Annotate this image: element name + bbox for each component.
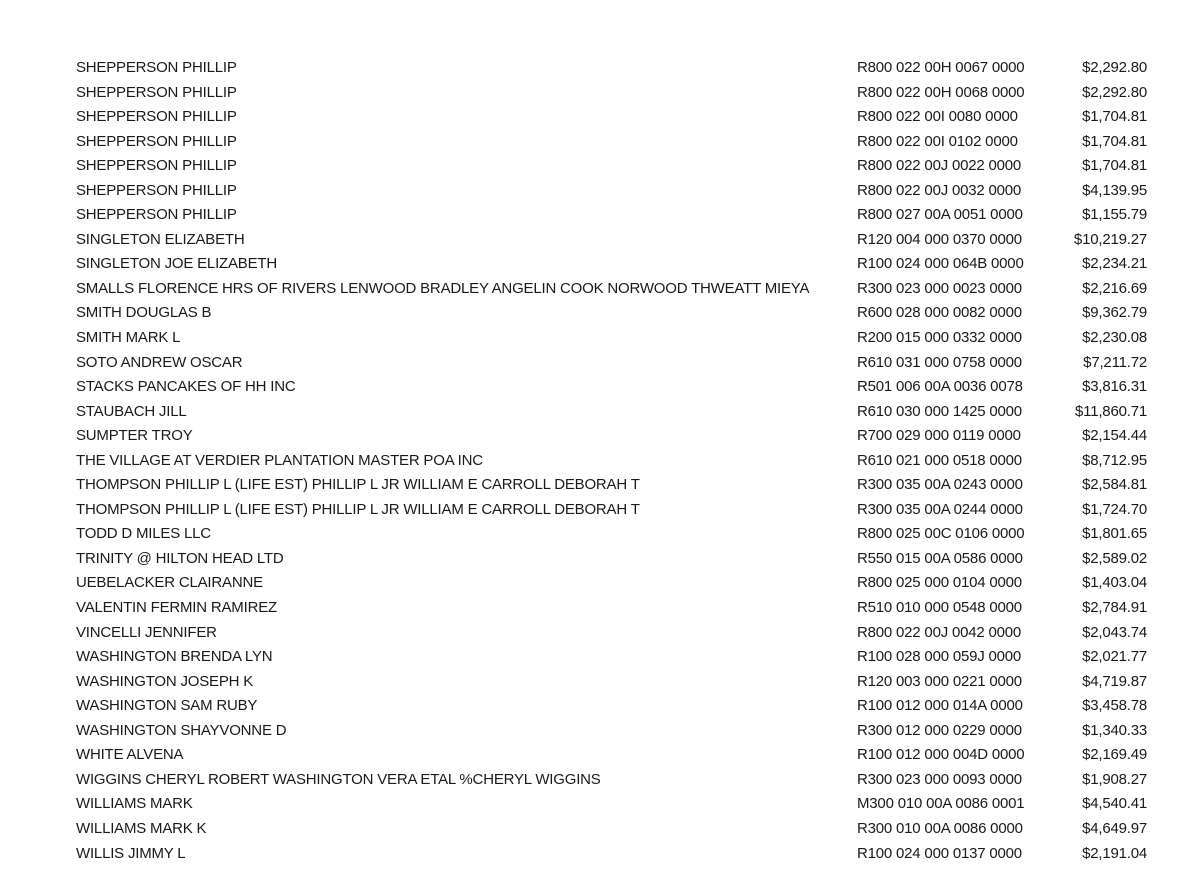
parcel-number: R100 012 000 014A 0000	[857, 697, 1023, 715]
amount-due: $4,540.41	[1082, 795, 1147, 813]
list-row	[0, 547, 1200, 572]
owner-name: SHEPPERSON PHILLIP	[76, 181, 237, 199]
parcel-number: R610 030 000 1425 0000	[857, 402, 1022, 420]
amount-due: $4,719.87	[1082, 672, 1147, 690]
list-row	[0, 817, 1200, 842]
owner-name: WILLIS JIMMY L	[76, 844, 186, 862]
amount-due: $2,584.81	[1082, 476, 1147, 494]
amount-due: $1,704.81	[1082, 108, 1147, 126]
list-row	[0, 498, 1200, 523]
list-row	[0, 842, 1200, 867]
parcel-number: R610 021 000 0518 0000	[857, 451, 1022, 469]
owner-name: WASHINGTON JOSEPH K	[76, 672, 254, 690]
owner-name: WIGGINS CHERYL ROBERT WASHINGTON VERA ETAL %CHERYL WIGGINS	[76, 770, 601, 788]
owner-name: SHEPPERSON PHILLIP	[76, 59, 237, 76]
list-row	[0, 621, 1200, 646]
parcel-number: M300 010 00A 0086 0001	[857, 795, 1025, 813]
list-row	[0, 768, 1200, 793]
parcel-number: R550 015 00A 0586 0000	[857, 549, 1023, 567]
owner-name: WASHINGTON BRENDA LYN	[76, 648, 273, 666]
amount-due: $1,340.33	[1082, 721, 1147, 739]
delinquent-list	[0, 56, 1200, 866]
owner-name: UEBELACKER CLAIRANNE	[76, 574, 263, 592]
amount-due: $11,860.71	[1075, 402, 1147, 420]
owner-name: SOTO ANDREW OSCAR	[76, 353, 243, 371]
list-row	[0, 522, 1200, 547]
owner-name: SHEPPERSON PHILLIP	[76, 157, 237, 175]
list-row	[0, 81, 1200, 106]
amount-due: $2,154.44	[1082, 427, 1147, 445]
list-row	[0, 645, 1200, 670]
parcel-number: R800 022 00H 0067 0000	[857, 59, 1025, 76]
amount-due: $1,704.81	[1082, 157, 1147, 175]
amount-due: $10,219.27	[1073, 230, 1147, 248]
list-row	[0, 203, 1200, 228]
amount-due: $2,234.21	[1082, 255, 1147, 273]
owner-name: THOMPSON PHILLIP L (LIFE EST) PHILLIP L JR WILLIAM E CARROLL DEBORAH T	[76, 476, 640, 494]
amount-due: $2,292.80	[1082, 83, 1147, 101]
parcel-number: R200 015 000 0332 0000	[857, 329, 1022, 347]
owner-name: STAUBACH JILL	[76, 402, 187, 420]
parcel-number: R100 028 000 059J 0000	[857, 648, 1022, 666]
amount-due: $2,021.77	[1082, 648, 1147, 666]
owner-name: SINGLETON ELIZABETH	[76, 230, 245, 248]
owner-name: WILLIAMS MARK K	[76, 819, 207, 837]
parcel-number: R800 022 00I 0080 0000	[857, 108, 1018, 126]
parcel-number: R501 006 00A 0036 0078	[857, 378, 1023, 396]
amount-due: $1,801.65	[1082, 525, 1147, 543]
list-row	[0, 400, 1200, 425]
owner-name: THOMPSON PHILLIP L (LIFE EST) PHILLIP L JR WILLIAM E CARROLL DEBORAH T	[76, 500, 640, 518]
amount-due: $2,043.74	[1082, 623, 1147, 641]
parcel-number: R300 010 00A 0086 0000	[857, 819, 1023, 837]
amount-due: $3,458.78	[1082, 697, 1147, 715]
list-row	[0, 719, 1200, 744]
list-row	[0, 571, 1200, 596]
owner-name: SMALLS FLORENCE HRS OF RIVERS LENWOOD BRADLEY ANGELIN COOK NORWOOD THWEATT MIEYA	[76, 279, 810, 297]
list-row	[0, 449, 1200, 474]
parcel-number: R600 028 000 0082 0000	[857, 304, 1022, 322]
amount-due: $2,191.04	[1082, 844, 1147, 862]
owner-name: WASHINGTON SHAYVONNE D	[76, 721, 287, 739]
owner-name: STACKS PANCAKES OF HH INC	[76, 378, 296, 396]
list-row	[0, 277, 1200, 302]
parcel-number: R800 025 000 0104 0000	[857, 574, 1022, 592]
list-row	[0, 105, 1200, 130]
parcel-number: R800 025 00C 0106 0000	[857, 525, 1025, 543]
amount-due: $4,139.95	[1082, 181, 1147, 199]
list-row	[0, 326, 1200, 351]
list-row	[0, 351, 1200, 376]
list-row	[0, 301, 1200, 326]
list-row	[0, 424, 1200, 449]
owner-name: SMITH DOUGLAS B	[76, 304, 212, 322]
amount-due: $1,908.27	[1082, 770, 1147, 788]
parcel-number: R800 022 00J 0032 0000	[857, 181, 1022, 199]
amount-due: $3,816.31	[1082, 378, 1147, 396]
owner-name: VALENTIN FERMIN RAMIREZ	[76, 599, 277, 617]
amount-due: $2,216.69	[1082, 279, 1147, 297]
owner-name: SHEPPERSON PHILLIP	[76, 83, 237, 101]
amount-due: $2,292.80	[1082, 59, 1147, 76]
amount-due: $1,155.79	[1082, 206, 1147, 224]
parcel-number: R800 022 00I 0102 0000	[857, 132, 1018, 150]
parcel-number: R100 024 000 0137 0000	[857, 844, 1022, 862]
list-row	[0, 596, 1200, 621]
amount-due: $8,712.95	[1082, 451, 1147, 469]
parcel-number: R300 035 00A 0243 0000	[857, 476, 1023, 494]
amount-due: $2,230.08	[1082, 329, 1147, 347]
parcel-number: R800 027 00A 0051 0000	[857, 206, 1023, 224]
amount-due: $2,589.02	[1082, 549, 1147, 567]
list-row	[0, 792, 1200, 817]
list-row	[0, 694, 1200, 719]
parcel-number: R610 031 000 0758 0000	[857, 353, 1022, 371]
owner-name: THE VILLAGE AT VERDIER PLANTATION MASTER POA INC	[76, 451, 483, 469]
owner-name: WILLIAMS MARK	[76, 795, 193, 813]
parcel-number: R120 003 000 0221 0000	[857, 672, 1022, 690]
owner-name: SUMPTER TROY	[76, 427, 193, 445]
list-row	[0, 179, 1200, 204]
owner-name: SMITH MARK L	[76, 329, 181, 347]
owner-name: WHITE ALVENA	[76, 746, 184, 764]
owner-name: WASHINGTON SAM RUBY	[76, 697, 258, 715]
list-row	[0, 56, 1200, 81]
amount-due: $4,649.97	[1082, 819, 1147, 837]
parcel-number: R300 035 00A 0244 0000	[857, 500, 1023, 518]
amount-due: $1,403.04	[1082, 574, 1147, 592]
parcel-number: R510 010 000 0548 0000	[857, 599, 1022, 617]
owner-name: SHEPPERSON PHILLIP	[76, 132, 237, 150]
list-row	[0, 743, 1200, 768]
owner-name: VINCELLI JENNIFER	[76, 623, 217, 641]
parcel-number: R700 029 000 0119 0000	[857, 427, 1021, 445]
amount-due: $2,169.49	[1082, 746, 1147, 764]
owner-name: SHEPPERSON PHILLIP	[76, 206, 237, 224]
list-row	[0, 154, 1200, 179]
amount-due: $9,362.79	[1082, 304, 1147, 322]
parcel-number: R800 022 00J 0042 0000	[857, 623, 1022, 641]
parcel-number: R800 022 00J 0022 0000	[857, 157, 1022, 175]
list-row	[0, 252, 1200, 277]
parcel-number: R120 004 000 0370 0000	[857, 230, 1022, 248]
list-row	[0, 670, 1200, 695]
parcel-number: R100 012 000 004D 0000	[857, 746, 1025, 764]
parcel-number: R300 012 000 0229 0000	[857, 721, 1022, 739]
list-row	[0, 130, 1200, 155]
owner-name: SINGLETON JOE ELIZABETH	[76, 255, 278, 273]
amount-due: $1,704.81	[1082, 132, 1147, 150]
amount-due: $7,211.72	[1083, 353, 1147, 371]
parcel-number: R100 024 000 064B 0000	[857, 255, 1024, 273]
parcel-number: R300 023 000 0023 0000	[857, 279, 1022, 297]
parcel-number: R300 023 000 0093 0000	[857, 770, 1022, 788]
owner-name: TRINITY @ HILTON HEAD LTD	[76, 549, 284, 567]
list-row	[0, 375, 1200, 400]
list-row	[0, 228, 1200, 253]
amount-due: $1,724.70	[1082, 500, 1147, 518]
amount-due: $2,784.91	[1082, 599, 1147, 617]
owner-name: TODD D MILES LLC	[76, 525, 211, 543]
owner-name: SHEPPERSON PHILLIP	[76, 108, 237, 126]
list-row	[0, 473, 1200, 498]
parcel-number: R800 022 00H 0068 0000	[857, 83, 1025, 101]
